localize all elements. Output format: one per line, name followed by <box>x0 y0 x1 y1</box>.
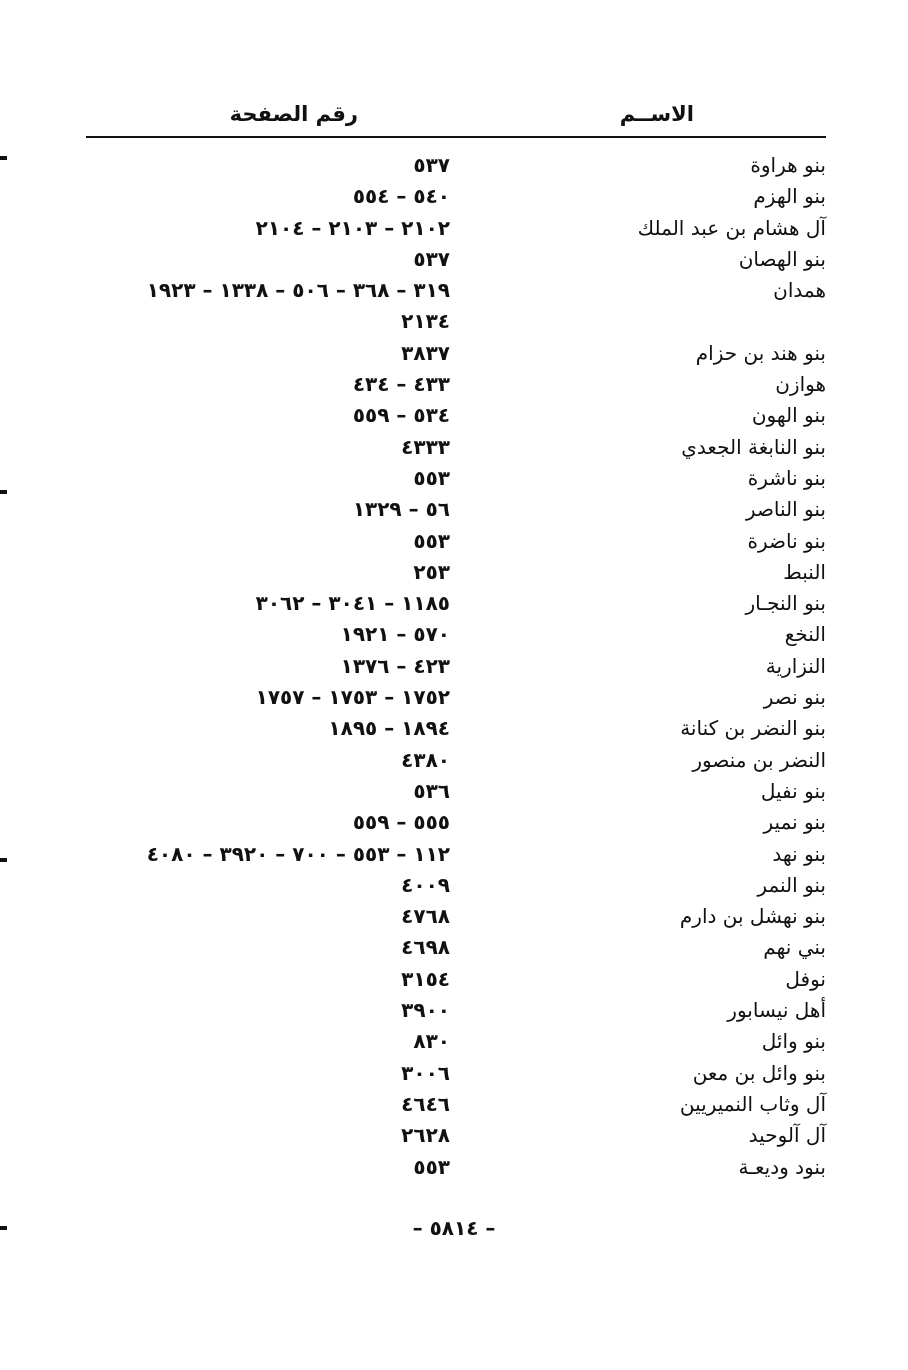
index-row <box>0 338 908 369</box>
index-row <box>0 839 908 870</box>
index-row <box>0 181 908 212</box>
entry-name: آل آلوحيد <box>748 1123 826 1148</box>
index-row <box>0 682 908 713</box>
index-row <box>0 1089 908 1120</box>
entry-name: بنود وديعـة <box>738 1154 826 1179</box>
page-number: – ٥٨١٤ – <box>412 1216 496 1240</box>
entry-name: هوازن <box>775 372 826 397</box>
entry-name: بنو هراوة <box>750 153 826 177</box>
entry-pages: ٥٣٧ <box>413 153 450 177</box>
edge-mark <box>0 490 7 494</box>
entry-name: بنو هند بن حزام <box>695 340 826 365</box>
entry-pages: ٤٣٣٣ <box>401 434 450 459</box>
index-row <box>0 275 908 306</box>
entry-name: النزارية <box>765 653 826 678</box>
index-row <box>0 526 908 557</box>
entry-name: همدان <box>773 278 826 303</box>
entry-name: بنو النجـار <box>745 591 826 616</box>
index-row <box>0 150 908 181</box>
edge-mark <box>0 1226 7 1230</box>
entry-name: بنو وائل بن معن <box>692 1060 826 1085</box>
index-row <box>0 306 908 337</box>
entry-pages: ١٧٥٢ – ١٧٥٣ – ١٧٥٧ <box>255 685 450 710</box>
index-row <box>0 651 908 682</box>
entry-pages: ٥٥٣ <box>413 1154 450 1179</box>
header-rule <box>86 136 826 138</box>
entry-name: بنو ناضرة <box>747 528 826 553</box>
index-row <box>0 619 908 650</box>
entry-pages: ٥٣٦ <box>413 778 450 803</box>
index-row <box>0 494 908 525</box>
entry-pages: ٤٢٣ – ١٣٧٦ <box>340 653 450 678</box>
entry-name: بنو وائل <box>761 1029 826 1054</box>
entry-pages: ٣٠٠٦ <box>401 1060 450 1085</box>
entry-name: بنو نمير <box>763 810 826 835</box>
index-row <box>0 1026 908 1057</box>
entry-pages: ٤٦٤٦ <box>401 1091 450 1116</box>
entry-name: بني نهم <box>763 935 826 960</box>
entry-name: بنو نصر <box>763 685 826 710</box>
index-row <box>0 807 908 838</box>
entry-name: بنو نفيل <box>760 778 826 803</box>
entry-pages: ٣٨٣٧ <box>401 340 450 365</box>
index-row <box>0 213 908 244</box>
name-column-header: الاســم <box>619 102 694 126</box>
entry-pages: ٤٠٠٩ <box>401 872 450 897</box>
index-row <box>0 964 908 995</box>
entry-name: آل وثاب النميريين <box>679 1091 826 1116</box>
index-row <box>0 776 908 807</box>
entry-name: النضر بن منصور <box>692 747 826 772</box>
entry-pages: ٣١٥٤ <box>401 966 450 991</box>
entry-pages: ٥٦ – ١٣٢٩ <box>352 497 450 522</box>
entry-name: النخع <box>784 622 826 647</box>
entry-pages: ٥٣٧ <box>413 246 450 271</box>
entry-name: آل هشام بن عبد الملك <box>637 215 826 240</box>
index-row <box>0 432 908 463</box>
entry-pages: ٥٥٥ – ٥٥٩ <box>352 810 450 835</box>
entry-name: بنو النابغة الجعدي <box>681 434 826 459</box>
entry-name: بنو الهصان <box>738 246 826 271</box>
index-row <box>0 932 908 963</box>
entry-pages: ٢٥٣ <box>413 559 450 584</box>
entry-pages: ١١٨٥ – ٣٠٤١ – ٣٠٦٢ <box>255 591 450 616</box>
entry-pages: ٣١٩ – ٣٦٨ – ٥٠٦ – ١٣٣٨ – ١٩٢٣ <box>146 278 450 303</box>
entry-pages: ٤٣٣ – ٤٣٤ <box>352 372 450 397</box>
entry-pages: ٥٧٠ – ١٩٢١ <box>340 622 450 647</box>
index-row <box>0 870 908 901</box>
entry-pages: ٣٩٠٠ <box>401 998 450 1023</box>
entry-pages: ٨٣٠ <box>413 1029 450 1054</box>
entry-pages: ١٨٩٤ – ١٨٩٥ <box>328 716 450 741</box>
entry-name: بنو النضر بن كنانة <box>680 716 826 741</box>
entry-pages: ٥٥٣ <box>413 465 450 490</box>
index-row <box>0 745 908 776</box>
edge-mark <box>0 858 7 862</box>
entry-name: بنو الناصر <box>745 497 826 522</box>
entry-pages: ٤٦٩٨ <box>401 935 450 960</box>
entry-pages: ٢١٣٤ <box>401 309 450 334</box>
index-row <box>0 244 908 275</box>
entry-pages: ٤٧٦٨ <box>401 904 450 929</box>
entry-pages: ٢٦٢٨ <box>401 1123 450 1148</box>
index-row <box>0 400 908 431</box>
index-row <box>0 713 908 744</box>
column-header-row <box>86 100 826 132</box>
entry-pages: ٥٤٠ – ٥٥٤ <box>352 184 450 209</box>
entry-name: النبط <box>783 559 826 584</box>
entry-name: بنو الهزم <box>753 184 826 209</box>
entry-pages: ٥٣٤ – ٥٥٩ <box>352 403 450 428</box>
entry-name: بنو النمر <box>757 872 826 897</box>
edge-mark <box>0 156 7 160</box>
entry-name: نوفل <box>785 966 826 991</box>
entry-name: أهل نيسابور <box>727 998 826 1023</box>
index-entries <box>0 150 908 1183</box>
entry-name: بنو الهون <box>751 403 826 428</box>
index-row <box>0 995 908 1026</box>
index-row <box>0 1152 908 1183</box>
index-row <box>0 901 908 932</box>
index-row <box>0 588 908 619</box>
entry-pages: ٥٥٣ <box>413 528 450 553</box>
index-row <box>0 1120 908 1151</box>
page-column-header: رقم الصفحة <box>229 102 358 126</box>
entry-pages: ١١٢ – ٥٥٣ – ٧٠٠ – ٣٩٢٠ – ٤٠٨٠ <box>146 841 450 866</box>
entry-pages: ٢١٠٢ – ٢١٠٣ – ٢١٠٤ <box>255 215 450 240</box>
entry-name: بنو ناشرة <box>747 465 826 490</box>
entry-name: بنو نهد <box>772 841 826 866</box>
index-row <box>0 1058 908 1089</box>
index-row <box>0 369 908 400</box>
entry-name: بنو نهشل بن دارم <box>679 904 826 929</box>
index-row <box>0 463 908 494</box>
index-row <box>0 557 908 588</box>
entry-pages: ٤٣٨٠ <box>401 747 450 772</box>
